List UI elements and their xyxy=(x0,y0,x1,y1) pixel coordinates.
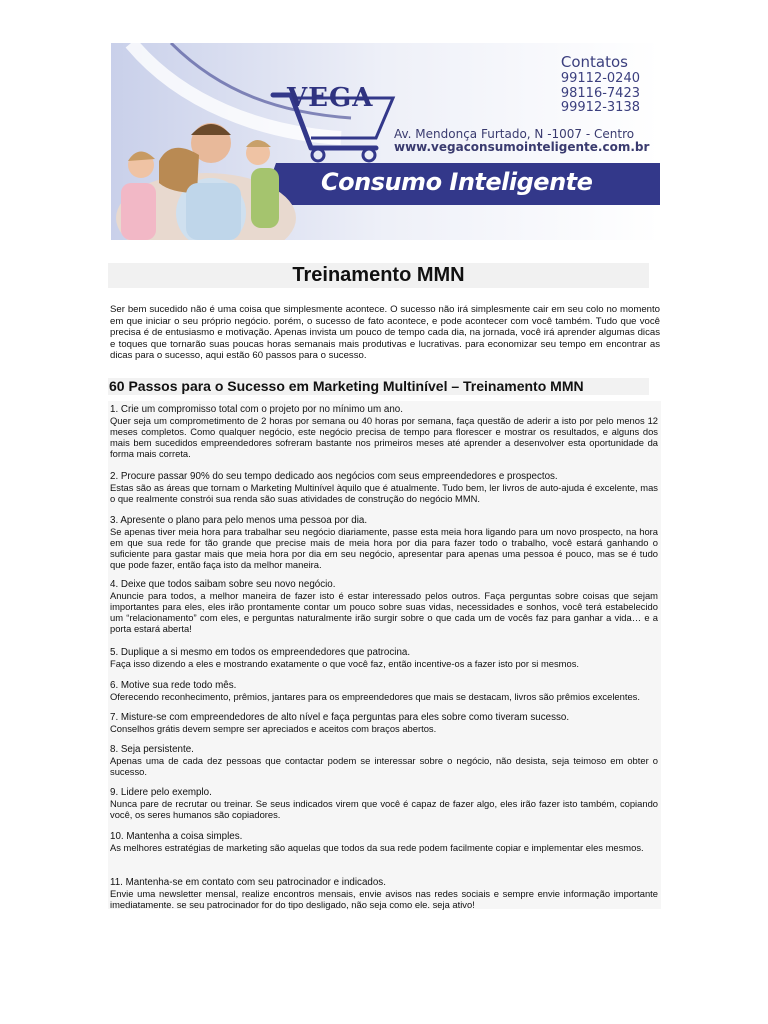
website-link[interactable]: www.vegaconsumointeligente.com.br xyxy=(394,140,650,154)
step-heading: 7. Misture-se com empreendedores de alto nível e faça perguntas para eles sobre como tiveram sucesso. xyxy=(110,712,570,723)
phone-number: 99112-0240 xyxy=(560,71,640,86)
step-body: Nunca pare de recrutar ou treinar. Se seus indicados virem que você é capaz de fazer algo, eles irão fazer isto também, copiando você, os seres humanos são copiadores. xyxy=(110,797,658,820)
step-heading: 3. Apresente o plano para pelo menos uma pessoa por dia. xyxy=(110,515,368,526)
step-body: Apenas uma de cada dez pessoas que contactar podem se interessar sobre o negócio, não desista, seja teimoso em obter o sucesso. xyxy=(110,754,658,777)
step-body: Estas são as áreas que tornam o Marketing Multinível àquilo que é atualmente. Tudo bem, ler livros de auto-ajuda é excelente, mas o que realmente constrói sua renda são suas atividades de construção do negócio MMN. xyxy=(110,481,658,504)
step-item xyxy=(110,472,658,505)
step-item xyxy=(110,516,658,571)
step-body: Anuncie para todos, a melhor maneira de fazer isto é estar interessado pelos outros. Faça perguntas sobre coisas que sejam importantes para eles, eles irão prontamente contar um pouco sobre suas vidas, necessidades e sonhos, você terá estabelecido um “relacionamento” com eles, e perguntas naturalmente irão surgir sobre o que cada um de vocês faz para ganhar a vida… e a porta estará aberta! xyxy=(110,589,658,634)
step-heading: 10. Mantenha a coisa simples. xyxy=(110,831,243,842)
slogan: Consumo Inteligente xyxy=(321,168,593,196)
step-body: Oferecendo reconhecimento, prêmios, jantares para os empreendedores que mais se destacam, livros são prêmios excelentes. xyxy=(110,690,640,702)
step-heading: 11. Mantenha-se em contato com seu patrocinador e indicados. xyxy=(110,877,386,888)
step-item xyxy=(110,648,658,670)
contacts-title: Contatos xyxy=(560,53,628,71)
phone-number: 98116-7423 xyxy=(560,85,640,101)
step-item xyxy=(110,580,658,635)
step-heading: 2. Procure passar 90% do seu tempo dedicado aos negócios com seus empreendedores e prospectos. xyxy=(110,471,558,482)
step-heading: 5. Duplique a si mesmo em todos os empreendedores que patrocina. xyxy=(110,647,411,658)
vega-banner xyxy=(111,43,660,240)
page-title: Treinamento MMN xyxy=(292,264,465,286)
step-body: Se apenas tiver meia hora para trabalhar seu negócio diariamente, passe esta meia hora ligando para um novo prospecto, na hora em que sua rede for tão grande que precise mais de meia hora por dia para fazer todo o trabalho, você estará ganhando o suficiente para gastar mais que meia hora por dia em seu negócio, apresentar para apenas uma pessoa é pouco, mas se é tudo que pode fazer, então faça isto da melhor maneira. xyxy=(110,525,658,570)
step-item xyxy=(110,832,658,854)
step-item xyxy=(110,788,658,821)
step-item xyxy=(110,745,658,778)
address-block xyxy=(394,128,649,154)
brand-logo: VEGA xyxy=(287,83,374,113)
step-item xyxy=(110,405,658,460)
step-heading: 4. Deixe que todos saibam sobre seu novo negócio. xyxy=(110,579,336,590)
title-bar xyxy=(108,263,649,288)
step-body: Faça isso dizendo a eles e mostrando exatamente o que você faz, então incentive-os a fazer isto por si mesmos. xyxy=(110,657,579,669)
contacts-block xyxy=(561,53,640,116)
step-body: Envie uma newsletter mensal, realize encontros mensais, envie avisos nas redes sociais e sempre envie informação importante imediatamente. se seu patrocinador for do tipo desligado, não seja como ele. seja ativo! xyxy=(110,887,658,910)
step-body: As melhores estratégias de marketing são aquelas que todos da sua rede podem facilmente copiar e implementar eles mesmos. xyxy=(110,841,644,853)
step-body: Conselhos grátis devem sempre ser apreciados e aceitos com braços abertos. xyxy=(110,722,437,734)
step-item xyxy=(110,713,658,735)
section-heading: 60 Passos para o Sucesso em Marketing Multinível – Treinamento MMN xyxy=(109,378,584,394)
phone-number: 99912-3138 xyxy=(560,100,640,115)
intro-paragraph: Ser bem sucedido não é uma coisa que simplesmente acontece. O sucesso não irá simplesmente cair em seu colo no momento em que iniciar o seu próprio negócio. porém, o sucesso de fato acontece, e pode acontecer com você também. Tudo que você precisa é de entusiasmo e motivação. Apenas invista um pouco de tempo cada dia, na jornada, você irá aprender algumas dicas e toques que tornarão suas poucas horas semanais mais produtivas e lucrativas. para economizar seu tempo em encontrar as dicas para o sucesso, aqui estão 60 passos para o sucesso. xyxy=(110,304,660,362)
street-address: Av. Mendonça Furtado, N -1007 - Centro xyxy=(394,127,635,141)
step-item xyxy=(110,681,658,703)
step-item xyxy=(110,878,658,911)
step-heading: 8. Seja persistente. xyxy=(110,744,194,755)
step-heading: 1. Crie um compromisso total com o projeto por no mínimo um ano. xyxy=(110,404,403,415)
step-body: Quer seja um comprometimento de 2 horas por semana ou 40 horas por semana, faça questão de aderir a isto por pelo menos 12 meses completos. Como qualquer negócio, este negócio precisa de tempo para florescer e mostrar os resultados, e alguns dos mais bem sucedidos empreendedores sofreram bastante nos primeiros meses até aprender a desenvolver esta oportunidade da forma mais correta. xyxy=(110,414,658,459)
step-heading: 9. Lidere pelo exemplo. xyxy=(110,787,212,798)
subtitle-bar xyxy=(108,378,649,395)
step-heading: 6. Motive sua rede todo mês. xyxy=(110,680,237,691)
